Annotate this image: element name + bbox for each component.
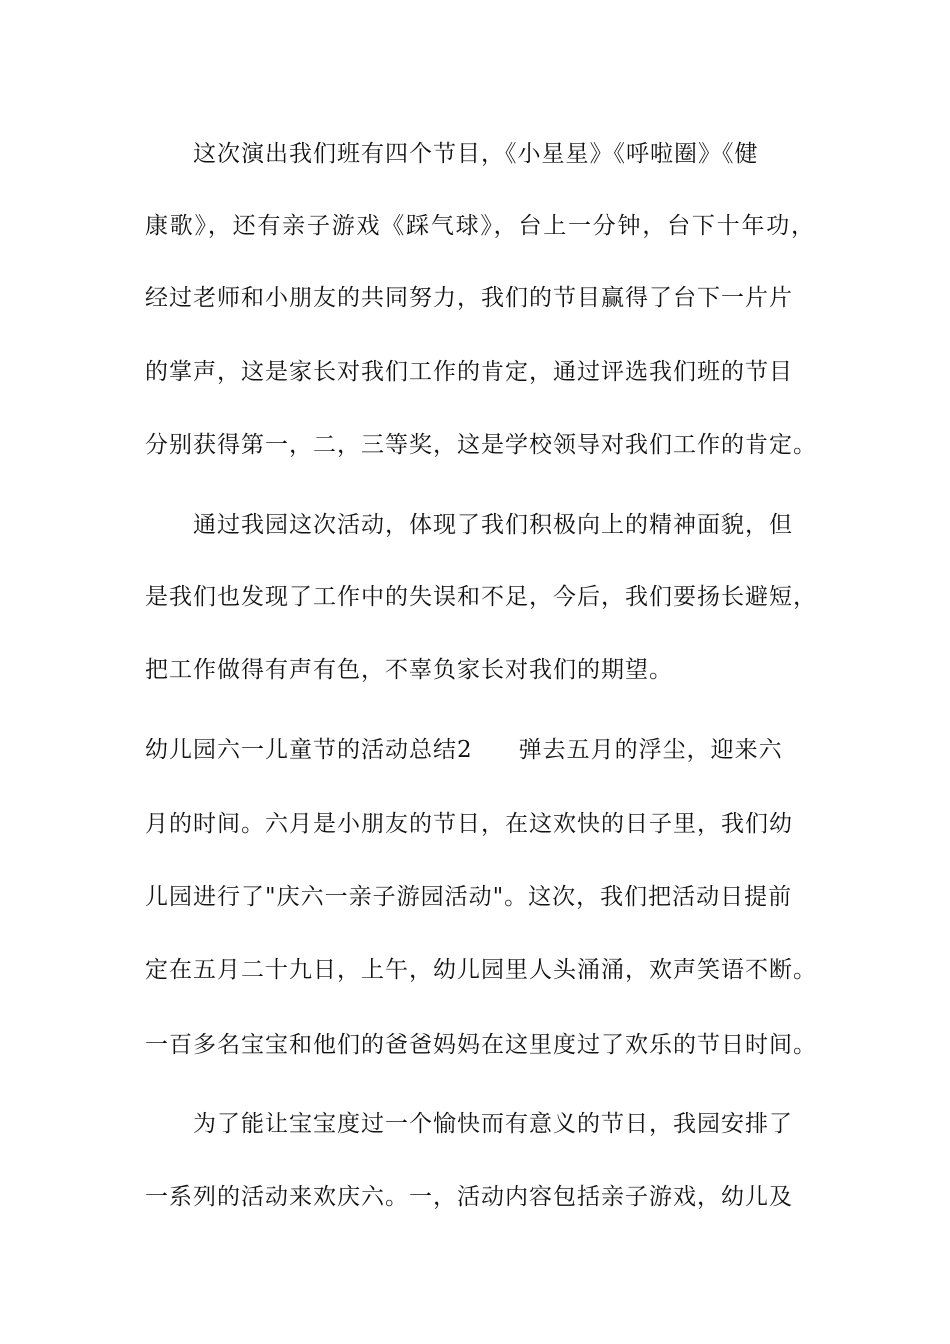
paragraph-4-line-2: 一系列的活动来欢庆六。一，活动内容包括亲子游戏，幼儿及 [145, 1184, 793, 1210]
paragraph-3-line-2: 月的时间。六月是小朋友的节日，在这欢快的日子里，我们幼 [145, 811, 793, 837]
paragraph-4-line-1: 为了能让宝宝度过一个愉快而有意义的节日，我园安排了 [193, 1111, 793, 1137]
paragraph-2-line-1: 通过我园这次活动，体现了我们积极向上的精神面貌，但 [193, 512, 793, 538]
paragraph-3-line-3: 儿园进行了"庆六一亲子游园活动"。这次，我们把活动日提前 [145, 884, 793, 910]
paragraph-1-line-1: 这次演出我们班有四个节目，《小星星》《呼啦圈》《健 [193, 141, 759, 167]
paragraph-2-line-2: 是我们也发现了工作中的失误和不足，今后，我们要扬长避短， [145, 584, 817, 610]
paragraph-3-line-1: 弹去五月的浮尘，迎来六 [518, 737, 783, 763]
paragraph-1-line-2: 康歌》，还有亲子游戏《踩气球》，台上一分钟，台下十年功， [145, 213, 815, 239]
section-heading-line [145, 730, 815, 770]
section-heading: 幼儿园六一儿童节的活动总结2 [145, 737, 473, 763]
paragraph-2-line-3: 把工作做得有声有色，不辜负家长对我们的期望。 [145, 657, 673, 683]
paragraph-3-line-5: 一百多名宝宝和他们的爸爸妈妈在这里度过了欢乐的节日时间。 [145, 1032, 817, 1058]
paragraph-1-line-5: 分别获得第一，二，三等奖，这是学校领导对我们工作的肯定。 [145, 432, 817, 458]
paragraph-1-line-3: 经过老师和小朋友的共同努力，我们的节目赢得了台下一片片 [145, 285, 793, 311]
paragraph-1-line-4: 的掌声，这是家长对我们工作的肯定，通过评选我们班的节目 [145, 359, 793, 385]
paragraph-3-line-4: 定在五月二十九日，上午，幼儿园里人头涌涌，欢声笑语不断。 [145, 957, 817, 983]
